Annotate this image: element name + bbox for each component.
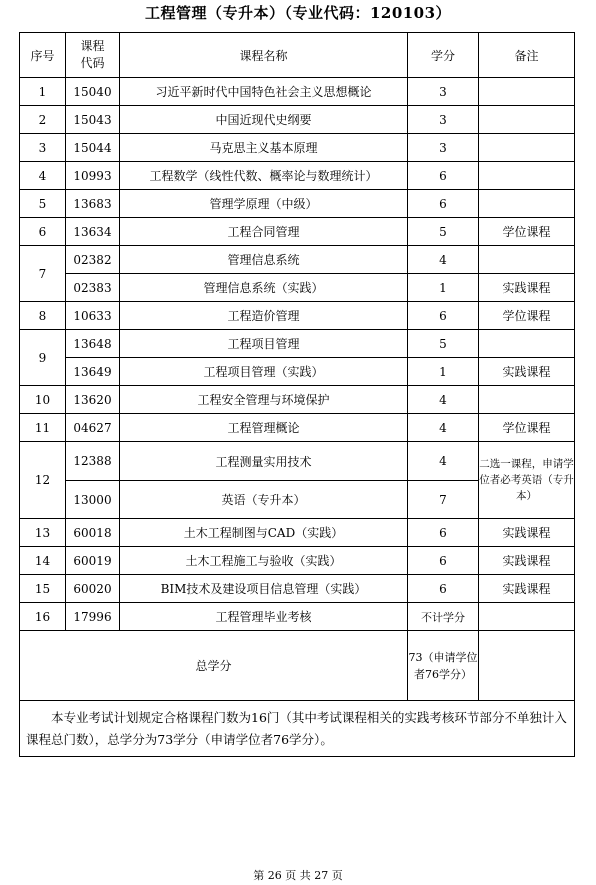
row-no: 13 (20, 519, 66, 547)
total-row (20, 631, 575, 701)
row-credit: 5 (408, 218, 479, 246)
course-table (19, 32, 575, 757)
row-remark (479, 330, 575, 358)
row-no: 10 (20, 386, 66, 414)
row-remark: 实践课程 (479, 575, 575, 603)
table-row (20, 414, 575, 442)
row-remark: 学位课程 (479, 302, 575, 330)
total-credit-value: 73（申请学位者76学分） (408, 631, 479, 701)
header-no: 序号 (20, 33, 66, 78)
table-header-row (20, 33, 575, 78)
table-row (20, 358, 575, 386)
row-name: 工程造价管理 (120, 302, 408, 330)
table-row (20, 190, 575, 218)
total-remark (479, 631, 575, 701)
table-row (20, 78, 575, 106)
table-row (20, 218, 575, 246)
plan-note (20, 701, 575, 757)
row-no: 16 (20, 603, 66, 631)
row-remark (479, 386, 575, 414)
row-name: 工程测量实用技术 (120, 442, 408, 481)
row-name: 工程管理概论 (120, 414, 408, 442)
row-remark-elective: 二选一课程，申请学位者必考英语（专升本） (479, 442, 575, 519)
row-credit: 3 (408, 78, 479, 106)
row-code: 02383 (66, 274, 120, 302)
row-remark (479, 134, 575, 162)
table-row (20, 274, 575, 302)
table-row (20, 386, 575, 414)
row-remark (479, 106, 575, 134)
row-remark: 实践课程 (479, 519, 575, 547)
row-no: 11 (20, 414, 66, 442)
plan-note-text: 本专业考试计划规定合格课程门数为16门（其中考试课程相关的实践考核环节部分不单独计入课程总门数），总学分为73学分（申请学位者76学分）。 (26, 709, 567, 747)
row-code: 10993 (66, 162, 120, 190)
row-remark (479, 603, 575, 631)
table-row (20, 603, 575, 631)
row-no: 7 (20, 246, 66, 302)
note-row (20, 701, 575, 757)
row-credit: 6 (408, 190, 479, 218)
row-no: 2 (20, 106, 66, 134)
row-name: 土木工程制图与CAD（实践） (120, 519, 408, 547)
row-remark (479, 162, 575, 190)
header-remark: 备注 (479, 33, 575, 78)
row-credit: 6 (408, 547, 479, 575)
row-remark (479, 78, 575, 106)
row-no: 6 (20, 218, 66, 246)
row-name: 工程项目管理（实践） (120, 358, 408, 386)
row-code: 13649 (66, 358, 120, 386)
row-name: 土木工程施工与验收（实践） (120, 547, 408, 575)
row-name: 管理学原理（中级） (120, 190, 408, 218)
row-name: 管理信息系统 (120, 246, 408, 274)
row-no: 12 (20, 442, 66, 519)
row-code: 15040 (66, 78, 120, 106)
row-credit: 3 (408, 106, 479, 134)
row-no: 3 (20, 134, 66, 162)
table-row (20, 162, 575, 190)
row-code: 60019 (66, 547, 120, 575)
row-remark (479, 246, 575, 274)
row-credit: 4 (408, 442, 479, 481)
table-row (20, 330, 575, 358)
table-row (20, 519, 575, 547)
row-code: 13683 (66, 190, 120, 218)
row-credit: 1 (408, 358, 479, 386)
row-credit: 1 (408, 274, 479, 302)
row-name: 工程数学（线性代数、概率论与数理统计） (120, 162, 408, 190)
table-row (20, 302, 575, 330)
row-code: 12388 (66, 442, 120, 481)
row-credit: 3 (408, 134, 479, 162)
header-name: 课程名称 (120, 33, 408, 78)
page-title: 工程管理（专升本）（专业代码：120103） (144, 4, 452, 22)
row-credit: 4 (408, 246, 479, 274)
row-code: 02382 (66, 246, 120, 274)
row-code: 13000 (66, 481, 120, 519)
row-code: 13648 (66, 330, 120, 358)
row-credit: 6 (408, 575, 479, 603)
row-credit: 4 (408, 386, 479, 414)
row-name: 管理信息系统（实践） (120, 274, 408, 302)
table-row (20, 134, 575, 162)
row-code: 10633 (66, 302, 120, 330)
row-no: 14 (20, 547, 66, 575)
row-credit: 7 (408, 481, 479, 519)
row-name: 马克思主义基本原理 (120, 134, 408, 162)
row-credit: 6 (408, 519, 479, 547)
row-name: 英语（专升本） (120, 481, 408, 519)
row-remark (479, 190, 575, 218)
row-no: 4 (20, 162, 66, 190)
row-credit: 4 (408, 414, 479, 442)
table-row (20, 575, 575, 603)
row-name: 习近平新时代中国特色社会主义思想概论 (120, 78, 408, 106)
row-name: 中国近现代史纲要 (120, 106, 408, 134)
row-code: 13634 (66, 218, 120, 246)
row-remark: 实践课程 (479, 274, 575, 302)
page-footer: 第 26 页 共 27 页 (253, 869, 343, 882)
row-code: 13620 (66, 386, 120, 414)
row-name: BIM技术及建设项目信息管理（实践） (120, 575, 408, 603)
row-code: 60018 (66, 519, 120, 547)
row-name: 工程管理毕业考核 (120, 603, 408, 631)
row-no: 1 (20, 78, 66, 106)
row-remark: 实践课程 (479, 358, 575, 386)
row-code: 17996 (66, 603, 120, 631)
row-name: 工程合同管理 (120, 218, 408, 246)
row-code: 15044 (66, 134, 120, 162)
table-row (20, 442, 575, 481)
row-name: 工程安全管理与环境保护 (120, 386, 408, 414)
row-no: 5 (20, 190, 66, 218)
row-credit: 不计学分 (408, 603, 479, 631)
row-remark: 学位课程 (479, 218, 575, 246)
row-code: 60020 (66, 575, 120, 603)
row-remark: 实践课程 (479, 547, 575, 575)
row-code: 04627 (66, 414, 120, 442)
table-row (20, 246, 575, 274)
row-code: 15043 (66, 106, 120, 134)
row-name: 工程项目管理 (120, 330, 408, 358)
row-no: 15 (20, 575, 66, 603)
header-code: 课程 代码 (66, 33, 120, 78)
row-no: 8 (20, 302, 66, 330)
row-remark: 学位课程 (479, 414, 575, 442)
row-credit: 6 (408, 162, 479, 190)
row-credit: 5 (408, 330, 479, 358)
total-label: 总学分 (20, 631, 408, 701)
row-credit: 6 (408, 302, 479, 330)
row-no: 9 (20, 330, 66, 386)
table-row (20, 547, 575, 575)
table-row (20, 106, 575, 134)
header-credit: 学分 (408, 33, 479, 78)
